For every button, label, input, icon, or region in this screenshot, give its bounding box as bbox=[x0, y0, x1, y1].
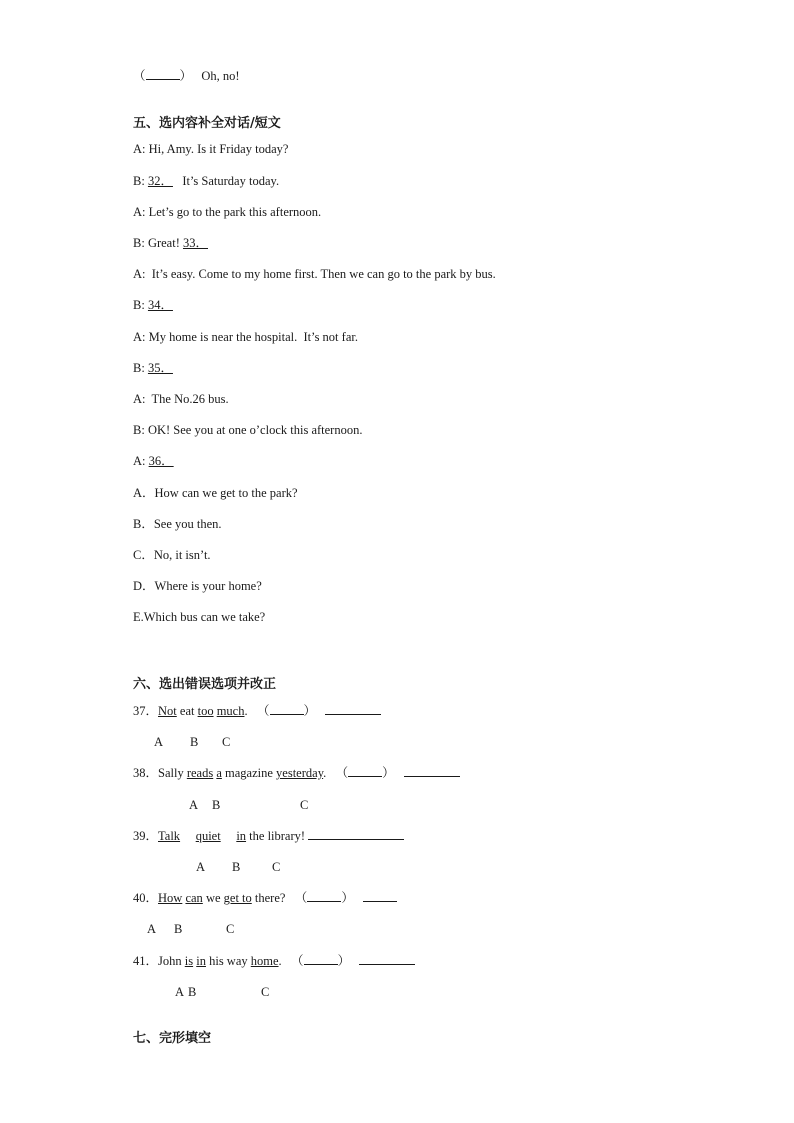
blank-number-33[interactable]: 33． bbox=[182, 236, 208, 250]
option-e: E.Which bus can we take? bbox=[133, 610, 266, 624]
choice-b-word: a bbox=[216, 766, 222, 780]
dialogue-text: Hi, Amy. Is it Friday today? bbox=[148, 142, 289, 156]
section-6-title: 六、选出错误选项并改正 bbox=[133, 677, 277, 692]
choice-c-word: home bbox=[250, 954, 279, 968]
plain-text: his way bbox=[205, 954, 251, 968]
section-5-title: 五、选内容补全对话/短文 bbox=[133, 116, 281, 131]
question-41 bbox=[133, 953, 415, 969]
dialogue-line-8 bbox=[133, 360, 173, 376]
blank-number-36[interactable]: 36． bbox=[148, 454, 174, 468]
option-d: D．Where is your home? bbox=[133, 579, 262, 593]
plain-text: . bbox=[278, 954, 282, 968]
plain-text: eat bbox=[176, 704, 198, 718]
dialogue-line-9 bbox=[133, 391, 229, 407]
blank-number-34[interactable]: 34． bbox=[147, 298, 173, 312]
correction-blank[interactable] bbox=[359, 953, 415, 965]
correction-blank[interactable] bbox=[325, 703, 381, 715]
paren-close: ） bbox=[303, 704, 317, 718]
choice-b-word: too bbox=[197, 704, 214, 718]
question-number: 40． bbox=[133, 891, 159, 905]
paren-close: ） bbox=[382, 766, 395, 780]
choice-a-word: reads bbox=[186, 766, 214, 780]
dialogue-line-7 bbox=[133, 329, 358, 345]
letter-c: C bbox=[300, 798, 309, 812]
paren-open: （ bbox=[291, 954, 304, 968]
paren-open: （ bbox=[294, 891, 308, 905]
letter-c: C bbox=[261, 985, 270, 999]
blank-number-35[interactable]: 35． bbox=[147, 361, 173, 375]
speaker: A: bbox=[133, 142, 146, 156]
correction-blank[interactable] bbox=[404, 765, 460, 777]
dialogue-line-1 bbox=[133, 141, 288, 157]
letter-c: C bbox=[226, 922, 235, 936]
answer-blank[interactable] bbox=[304, 953, 338, 965]
paren-close: ） bbox=[341, 891, 354, 905]
letter-b: B bbox=[232, 860, 241, 874]
letter-b: B bbox=[188, 985, 197, 999]
dialogue-line-4 bbox=[133, 235, 208, 251]
answer-blank[interactable] bbox=[270, 703, 304, 715]
option-b: B．See you then. bbox=[133, 517, 222, 531]
choice-c-word: much bbox=[216, 704, 245, 718]
paren-close: ） bbox=[337, 954, 351, 968]
choice-a-word: How bbox=[158, 891, 183, 905]
dialogue-text: It’s easy. Come to my home first. Then we can go to the park by bus. bbox=[151, 267, 496, 281]
paren-open: （ bbox=[335, 766, 349, 780]
option-c: C．No, it isn’t. bbox=[133, 548, 211, 562]
letter-a: A bbox=[154, 735, 164, 749]
dialogue-line-10 bbox=[133, 422, 362, 438]
dialogue-text: Let’s go to the park this afternoon. bbox=[148, 205, 322, 219]
choice-c-word: get to bbox=[223, 891, 252, 905]
letter-c: C bbox=[272, 860, 281, 874]
choice-b-word: can bbox=[185, 891, 203, 905]
question-40 bbox=[133, 890, 397, 906]
speaker: A: bbox=[133, 454, 146, 468]
speaker: A: bbox=[133, 267, 146, 281]
choice-a-word: Not bbox=[158, 704, 177, 718]
question-number: 41． bbox=[133, 954, 159, 968]
dialogue-line-5 bbox=[133, 266, 496, 282]
dialogue-text: OK! See you at one o’clock this afternoon. bbox=[147, 423, 363, 437]
plain-text: John bbox=[158, 954, 185, 968]
letter-b: B bbox=[190, 735, 199, 749]
dialogue-text: My home is near the hospital. It’s not far. bbox=[148, 330, 358, 344]
answer-blank[interactable] bbox=[348, 765, 382, 777]
correction-blank[interactable] bbox=[308, 828, 404, 840]
paren-open: （ bbox=[133, 69, 146, 83]
question-39 bbox=[133, 828, 404, 844]
letter-a: A bbox=[189, 798, 199, 812]
letter-c: C bbox=[222, 735, 231, 749]
letter-b: B bbox=[174, 922, 183, 936]
answer-blank[interactable] bbox=[307, 890, 341, 902]
blank-number-32[interactable]: 32． bbox=[147, 174, 173, 188]
question-number: 37． bbox=[133, 704, 159, 718]
section-7-title: 七、完形填空 bbox=[133, 1031, 212, 1046]
correction-blank[interactable] bbox=[363, 890, 397, 902]
speaker: B: bbox=[133, 361, 145, 375]
plain-text: we bbox=[202, 891, 224, 905]
dialogue-line-11 bbox=[133, 453, 174, 469]
dialogue-line-2 bbox=[133, 173, 279, 189]
dialogue-text: It’s Saturday today. bbox=[182, 174, 280, 188]
paren-close: ） bbox=[179, 69, 193, 83]
letter-a: A bbox=[175, 985, 185, 999]
dialogue-text: The No.26 bus. bbox=[151, 392, 229, 406]
speaker: A: bbox=[133, 330, 146, 344]
choice-a-word: Talk bbox=[158, 829, 181, 843]
question-38 bbox=[133, 765, 460, 781]
question-37 bbox=[133, 703, 381, 719]
speaker: A: bbox=[133, 205, 146, 219]
choice-c-word: yesterday bbox=[276, 766, 324, 780]
plain-text: there? bbox=[251, 891, 286, 905]
line-text: Oh, no! bbox=[201, 69, 240, 83]
answer-blank[interactable] bbox=[146, 68, 180, 80]
dialogue-text: Great! bbox=[147, 236, 180, 250]
speaker: B: bbox=[133, 236, 145, 250]
plain-text: . bbox=[323, 766, 327, 780]
question-number: 38． bbox=[133, 766, 159, 780]
plain-text: the library! bbox=[246, 829, 306, 843]
choice-b-word: in bbox=[196, 954, 206, 968]
choice-c-word: in bbox=[236, 829, 247, 843]
speaker: A: bbox=[133, 392, 146, 406]
choice-b-word: quiet bbox=[195, 829, 221, 843]
question-number: 39． bbox=[133, 829, 159, 843]
letter-a: A bbox=[196, 860, 206, 874]
letter-a: A bbox=[147, 922, 157, 936]
plain-text: Sally bbox=[158, 766, 187, 780]
plain-text: . bbox=[244, 704, 248, 718]
speaker: B: bbox=[133, 174, 145, 188]
speaker: B: bbox=[133, 423, 145, 437]
top-answer-line bbox=[133, 68, 240, 84]
letter-b: B bbox=[212, 798, 221, 812]
plain-text: magazine bbox=[221, 766, 277, 780]
paren-open: （ bbox=[256, 704, 270, 718]
speaker: B: bbox=[133, 298, 145, 312]
dialogue-line-6 bbox=[133, 297, 173, 313]
choice-a-word: is bbox=[184, 954, 194, 968]
dialogue-line-3 bbox=[133, 204, 321, 220]
option-a: A．How can we get to the park? bbox=[133, 486, 298, 500]
